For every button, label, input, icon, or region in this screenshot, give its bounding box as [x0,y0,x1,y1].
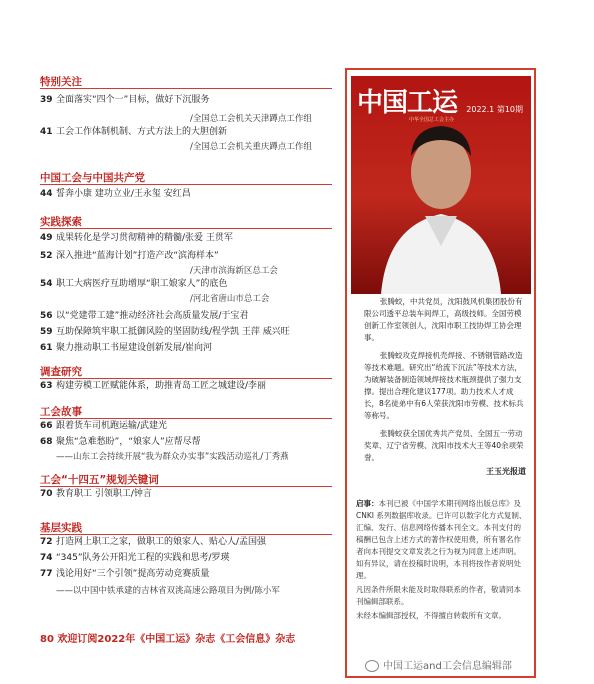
toc-entry[interactable] [40,250,219,262]
section-rule [40,534,332,535]
page-number: 54 [40,279,53,289]
toc-entry[interactable] [40,436,201,448]
toc-entry[interactable] [40,232,233,244]
section-title: 调查研究 [40,366,82,378]
entry-title: 以“党建带工建”推动经济社会高质量发展/于宝君 [56,311,249,321]
cover-subtitle: 中华全国总工会主办 [409,117,455,123]
section-rule [40,228,332,229]
page-number: 44 [40,189,53,199]
wechat-icon [365,660,379,672]
section-rule [40,418,332,419]
entry-author: /全国总工会机关重庆蹲点工作组 [190,142,312,152]
entry-author: /河北省唐山市总工会 [190,294,270,304]
page-number: 68 [40,437,53,447]
entry-title: 深入推进“蓝海计划”打造产改“滨海样本” [56,251,219,261]
subscription-footer: 80 欢迎订阅2022年《中国工运》杂志《工会信息》杂志 [40,634,296,645]
section-title: 实践探索 [40,216,82,228]
notice-paragraph-2: 凡因条件所限未能及时取得联系的作者，敬请同本刊编辑部联系。 [356,585,521,606]
notice-paragraph-1: 本刊已被《中国学术期刊网络出版总库》及 CNKI 系列数据库收录。已许可以数字化方式复制、汇编、发行、信息网络传播本刊全文。本刊支付的稿酬已包含上述方式的著作权使用费，所有署名作者向本刊提交文章发表之行为视为同意上述声明。如有异议，请在投稿时说明，本刊将按作者说明处理。 [356,499,527,580]
page-number: 61 [40,343,53,353]
notice-box [356,498,528,624]
section-rule [40,184,332,185]
cover-title: 中国工运 [357,88,458,118]
entry-title: 成果转化是学习贯彻精神的精髓/张爱 王贯军 [56,233,233,243]
notice-paragraph-3: 未经本编辑部授权，不得擅自转载所有文章。 [356,611,506,620]
page-number: 56 [40,311,53,321]
toc-entry[interactable] [40,188,191,200]
entry-title: 教育职工 引领职工/钟言 [56,489,152,499]
toc-entry[interactable] [40,488,152,500]
page-number: 39 [40,95,53,105]
magazine-cover [351,76,531,294]
entry-title: “345”队务公开阳光工程的实践和思考/罗瑛 [56,553,230,563]
section-title: 工会“十四五”规划关键词 [40,474,159,486]
page-number: 70 [40,489,53,499]
entry-title: 聚焦“急难愁盼”，“娘家人”应帮尽帮 [56,437,201,447]
section-title: 基层实践 [40,522,82,534]
section-title: 工会故事 [40,406,82,418]
entry-title: 誓奔小康 建功立业/王永玺 安红昌 [56,189,191,199]
toc-entry[interactable] [40,568,209,580]
toc-entry[interactable] [40,126,227,138]
page-number: 41 [40,127,53,137]
entry-title: 全面落实“四个一”目标，做好下沉服务 [56,95,210,105]
toc-entry[interactable] [40,380,266,392]
section-title: 特别关注 [40,76,82,88]
cover-issue: 2022.1 第10期 [466,105,523,114]
toc-entry[interactable] [40,278,227,290]
page-number: 52 [40,251,53,261]
page-number: 77 [40,569,53,579]
page-number: 66 [40,421,53,431]
page-number: 74 [40,553,53,563]
entry-author: /全国总工会机关天津蹲点工作组 [190,114,312,124]
entry-title: 工会工作体制机制、方式方法上的大胆创新 [56,127,228,137]
page-number: 72 [40,537,53,547]
caption-credit: 王玉光报道 [486,467,526,476]
toc-entry[interactable] [40,326,290,338]
toc-entry[interactable] [40,420,167,432]
section-rule [40,486,332,487]
entry-title: 打造网上职工之家，做职工的娘家人、贴心人/孟国强 [56,537,267,547]
entry-title: 聚力推动职工书屋建设创新发展/崔向河 [56,343,213,353]
entry-author: ——山东工会持续开展“我为群众办实事”实践活动巡礼/丁秀燕 [56,452,289,462]
watermark [365,657,512,672]
page-number: 63 [40,381,53,391]
section-rule [40,88,332,89]
entry-title: 浅论用好“三个引领”提高劳动竞赛质量 [56,569,210,579]
caption-paragraph-3: 张腾蛟获全国优秀共产党员、全国五一劳动奖章、辽宁省劳模、沈阳市技术大王等40余项荣誉。 [364,429,524,462]
entry-author: /天津市滨海新区总工会 [190,266,278,276]
watermark-text: 中国工运and工会信息编辑部 [383,661,512,672]
toc-entry[interactable] [40,310,248,322]
entry-author: ——以中国中铁承建的吉林省双洮高速公路项目为例/陈小军 [56,586,280,596]
caption-paragraph-2: 张腾蛟攻克焊接机壳焊接、不锈钢管路改造等技术难题。研究出“给流下沉法”等技术方法，为破解装备制造领域焊接技术瓶颈提供了强力支撑。提出合理化建议177项。助力技术人才成长，8名徒弟中有6人荣获沈阳市劳模、技术标兵等称号。 [364,351,524,420]
section-rule [40,378,332,379]
cover-caption [364,296,524,470]
cover-portrait-icon [351,76,531,294]
toc-entry[interactable] [40,94,209,106]
caption-paragraph-1: 张腾蛟，中共党员，沈阳鼓风机集团股份有限公司透平总装车间焊工，高级技师。全国劳模创新工作室领创人，沈阳市职工技协焊工协会理事。 [364,297,523,342]
page-number: 49 [40,233,53,243]
toc-entry[interactable] [40,342,212,354]
toc-entry[interactable] [40,536,266,548]
toc-entry[interactable] [40,552,230,564]
section-title: 中国工会与中国共产党 [40,172,145,184]
notice-head: 启事： [356,499,379,508]
entry-title: 构建劳模工匠赋能体系，助推青岛工匠之城建设/李丽 [56,381,267,391]
entry-title: 互助保障筑牢职工抵御风险的坚固防线/程学凯 王萍 威兴旺 [56,327,290,337]
entry-title: 跟着货车司机跑运输/武建光 [56,421,168,431]
entry-title: 职工大病医疗互助增厚“职工娘家人”的底色 [56,279,228,289]
page-number: 59 [40,327,53,337]
